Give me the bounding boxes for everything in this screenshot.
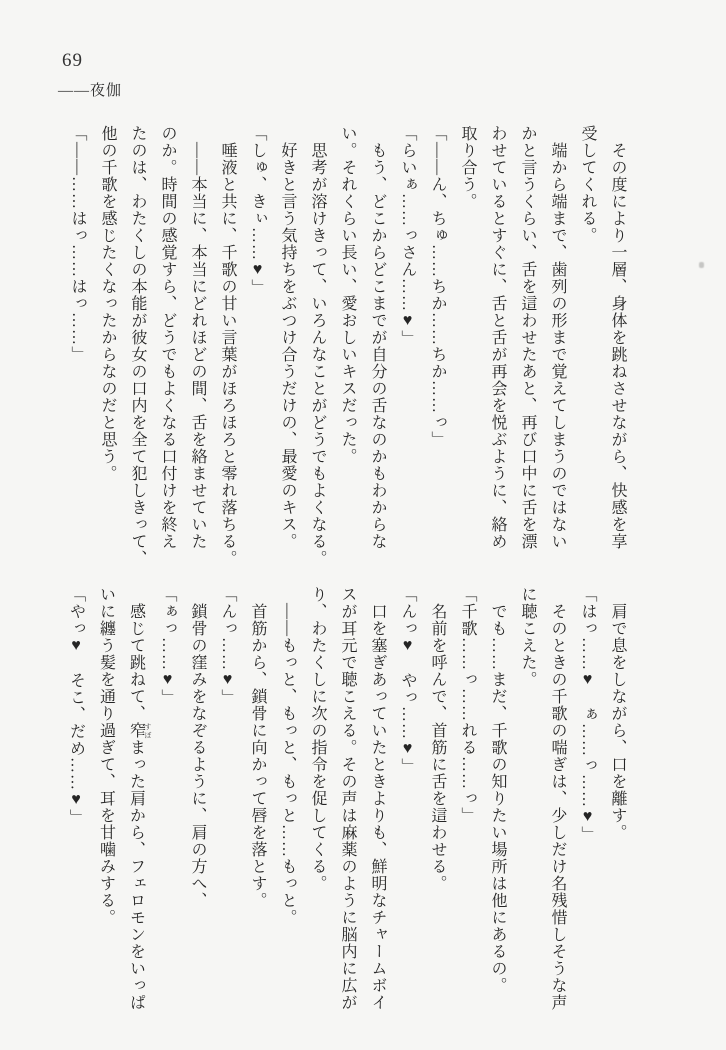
- text-line: 「しゅ、きぃ……♥」: [249, 125, 266, 296]
- text-line: い。それくらい長い、愛おしいキスだった。: [339, 125, 356, 465]
- text-line: 「んっ……♥」: [219, 586, 236, 706]
- page-header: [58, 50, 122, 100]
- text-line: いに纏う髪を通り過ぎて、耳を甘噛みする。: [97, 586, 115, 926]
- text-line: 「はっ……♥ ぁ……っ……♥」: [579, 586, 596, 843]
- text-line: 「らいぁ……っさん……♥」: [399, 125, 416, 347]
- text-line: に聴こえた。: [519, 586, 536, 688]
- vertical-text-block-upper: [62, 125, 632, 577]
- text-line: 好きと言う気持ちをぶつけ合うだけの、最愛のキス。: [279, 142, 296, 550]
- text-line: たのは、わたくしの本能が彼女の口内を全て犯しきって、: [129, 125, 146, 567]
- chapter-running-head: ――夜伽: [58, 83, 123, 99]
- text-line: 「ぁっ……♥」: [159, 586, 176, 706]
- text-line: 他の千歌を感じたくなったからなのだと思う。: [99, 125, 116, 482]
- ruby-annotated-kanji: 窄 すぼ: [127, 722, 152, 739]
- text-line: わせているとすぐに、舌と舌が再会を悦ぶように、絡め: [489, 125, 506, 550]
- text-line: スが耳元で聴こえる。その声は麻薬のように脳内に広が: [339, 586, 356, 1011]
- text-line: 「――ん、ちゅ……ちか……ちか……っ」: [429, 125, 446, 448]
- text-line: り、わたくしに次の指令を促してくる。: [309, 586, 326, 892]
- text-line: 取り合う。: [459, 125, 476, 210]
- text-line: 鎖骨の窪みをなぞるように、肩の方へ、: [189, 603, 206, 909]
- text-line: 唾液と共に、千歌の甘い言葉がほろほろと零れ落ちる。: [219, 142, 236, 567]
- text-line: ――本当に、本当にどれほどの間、舌を絡ませていた: [189, 142, 206, 550]
- text-line: そのときの千歌の喘ぎは、少しだけ名残惜しそうな声: [549, 603, 566, 1011]
- text-line: 受してくれる。: [579, 125, 596, 244]
- text-line: 肩で息をしながら、口を離す。: [609, 603, 626, 841]
- text-line: ――もっと、もっと、もっと……もっと。: [279, 603, 296, 926]
- text-line: 「やっ♥ そこ、だめ……♥」: [67, 586, 85, 826]
- text-line: もう、どこからどこまでが自分の舌なのかもわからな: [369, 142, 386, 550]
- text-line: でも……まだ、千歌の知りたい場所は他にあるの。: [489, 603, 506, 994]
- text-line: のか。時間の感覚すら、どうでもよくなる口付けを終え: [159, 125, 176, 550]
- text-line: 端から端まで、歯列の形まで覚えてしまうのではない: [549, 142, 566, 550]
- scan-artifact-dot: [699, 262, 704, 268]
- text-line: 首筋から、鎖骨に向かって唇を落とす。: [249, 603, 266, 909]
- text-line: 「千歌……っ……れる……っ」: [459, 586, 476, 824]
- text-line: 口を塞ぎあっていたときよりも、鮮明なチャームボイ: [369, 603, 386, 1011]
- text-line: 「――……はっ……はっ……」: [69, 125, 86, 363]
- page-number: 69: [62, 50, 83, 71]
- text-line: かと言うくらい、舌を這わせたあと、再び口中に舌を漂: [519, 125, 536, 550]
- text-line: その度により一層、身体を跳ねさせながら、快感を享: [609, 142, 626, 550]
- text-line: 思考が溶けきって、いろんなことがどうでもよくなる。: [309, 142, 326, 567]
- vertical-text-block-lower: [62, 586, 632, 1038]
- text-line: 名前を呼んで、首筋に舌を這わせる。: [429, 603, 446, 892]
- text-line: 「んっ♥ やっ……♥」: [399, 586, 416, 775]
- text-line: 感じて跳ねて、窄 すぼまった肩から、フェロモンをいっぱ: [127, 603, 152, 1011]
